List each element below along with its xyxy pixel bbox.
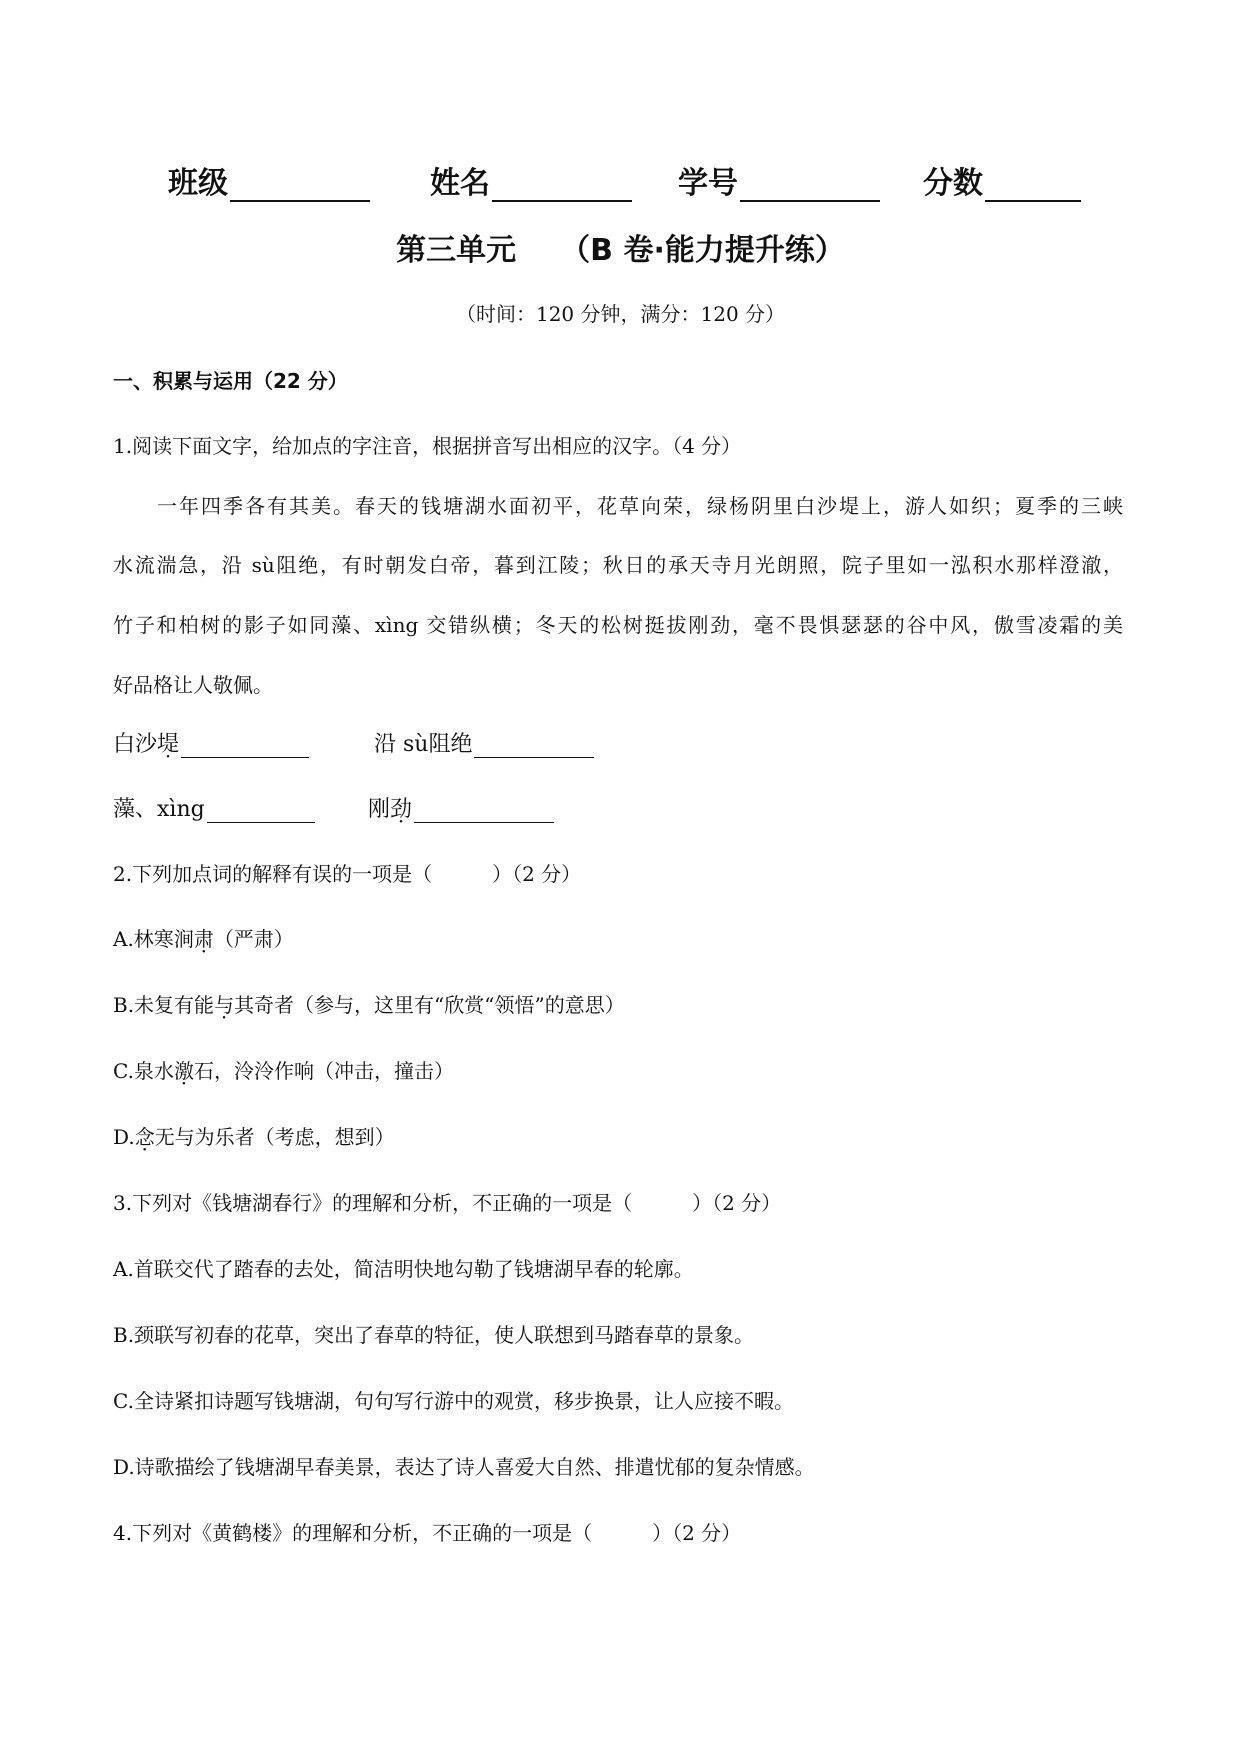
q2-stem: 2.下列加点词的解释有误的一项是（ ）（2 分） xyxy=(113,862,582,886)
answer-blank[interactable] xyxy=(181,735,309,758)
dotted-char: 念 xyxy=(134,1125,155,1149)
q3-option-b[interactable]: B.颈联写初春的花草，突出了春草的特征，使人联想到马踏春草的景象。 xyxy=(113,1323,755,1347)
id-blank[interactable] xyxy=(740,170,880,202)
q2-option-b[interactable]: B.未复有能与其奇者（参与，这里有“欣赏“领悟”的意思） xyxy=(113,993,625,1017)
name-blank[interactable] xyxy=(492,170,632,202)
answer-blank[interactable] xyxy=(414,800,554,823)
answer-blank[interactable] xyxy=(474,735,594,758)
dotted-char: 肃 xyxy=(193,927,214,951)
q1-para-line-2: 水流湍急，沿 sù阻绝，有时朝发白帝，暮到江陵；秋日的承天寺月光朗照，院子里如一泓积水那样澄澈， xyxy=(113,553,1123,577)
q2-option-d[interactable]: D.念无与为乐者（考虑，想到） xyxy=(113,1125,395,1149)
q3-option-c[interactable]: C.全诗紧扣诗题写钱塘湖，句句写行游中的观赏，移步换景，让人应接不暇。 xyxy=(113,1389,794,1413)
name-label: 姓名 xyxy=(430,166,490,201)
q3-stem: 3.下列对《钱塘湖春行》的理解和分析，不正确的一项是（ ）（2 分） xyxy=(113,1191,782,1215)
q1-para-line-3: 竹子和柏树的影子如同藻、xìng 交错纵横；冬天的松树挺拔刚劲，毫不畏惧瑟瑟的谷中风，傲雪凌霜的美 xyxy=(113,613,1123,637)
score-blank[interactable] xyxy=(985,170,1081,202)
id-label: 学号 xyxy=(678,166,738,201)
q1-fill-1: 白沙堤 xyxy=(113,727,309,758)
exam-info: （时间：120 分钟，满分：120 分） xyxy=(455,302,786,326)
class-blank[interactable] xyxy=(230,170,370,202)
answer-blank[interactable] xyxy=(207,800,315,823)
paper-title: （B 卷·能力提升练） xyxy=(560,233,845,268)
q3-option-d[interactable]: D.诗歌描绘了钱塘湖早春美景，表达了诗人喜爱大自然、排遣忧郁的复杂情感。 xyxy=(113,1455,815,1479)
class-field xyxy=(168,158,370,202)
dotted-char: 激 xyxy=(173,1059,194,1083)
q3-option-a[interactable]: A.首联交代了踏春的去处，简洁明快地勾勒了钱塘湖早春的轮廓。 xyxy=(113,1257,694,1281)
q1-fill-4: 刚劲 xyxy=(368,792,554,823)
score-field xyxy=(923,158,1081,202)
score-label: 分数 xyxy=(923,166,983,201)
q4-stem: 4.下列对《黄鹤楼》的理解和分析，不正确的一项是（ ）（2 分） xyxy=(113,1521,742,1545)
q1-fill-2: 沿 sù阻绝 xyxy=(374,727,594,758)
unit-title: 第三单元 xyxy=(396,233,517,268)
q1-stem: 1.阅读下面文字，给加点的字注音，根据拼音写出相应的汉字。（4 分） xyxy=(113,434,742,458)
page-title xyxy=(0,225,1241,269)
dotted-char: 堤 xyxy=(157,732,180,757)
name-field xyxy=(430,158,632,202)
dotted-char: 劲 xyxy=(390,797,413,822)
class-label: 班级 xyxy=(168,166,228,201)
dotted-char: 与 xyxy=(214,993,235,1017)
q2-option-a[interactable]: A.林寒涧肃（严肃） xyxy=(113,927,294,951)
q2-option-c[interactable]: C.泉水激石，泠泠作响（冲击，撞击） xyxy=(113,1059,454,1083)
section-heading: 一、积累与运用（22 分） xyxy=(113,369,348,393)
q1-para-line-4: 好品格让人敬佩。 xyxy=(113,673,273,697)
q1-para-line-1: 一年四季各有其美。春天的钱塘湖水面初平，花草向荣，绿杨阴里白沙堤上，游人如织；夏季的三峡 xyxy=(157,494,1123,518)
q1-fill-3: 藻、xìng xyxy=(113,792,315,823)
id-field xyxy=(678,158,880,202)
